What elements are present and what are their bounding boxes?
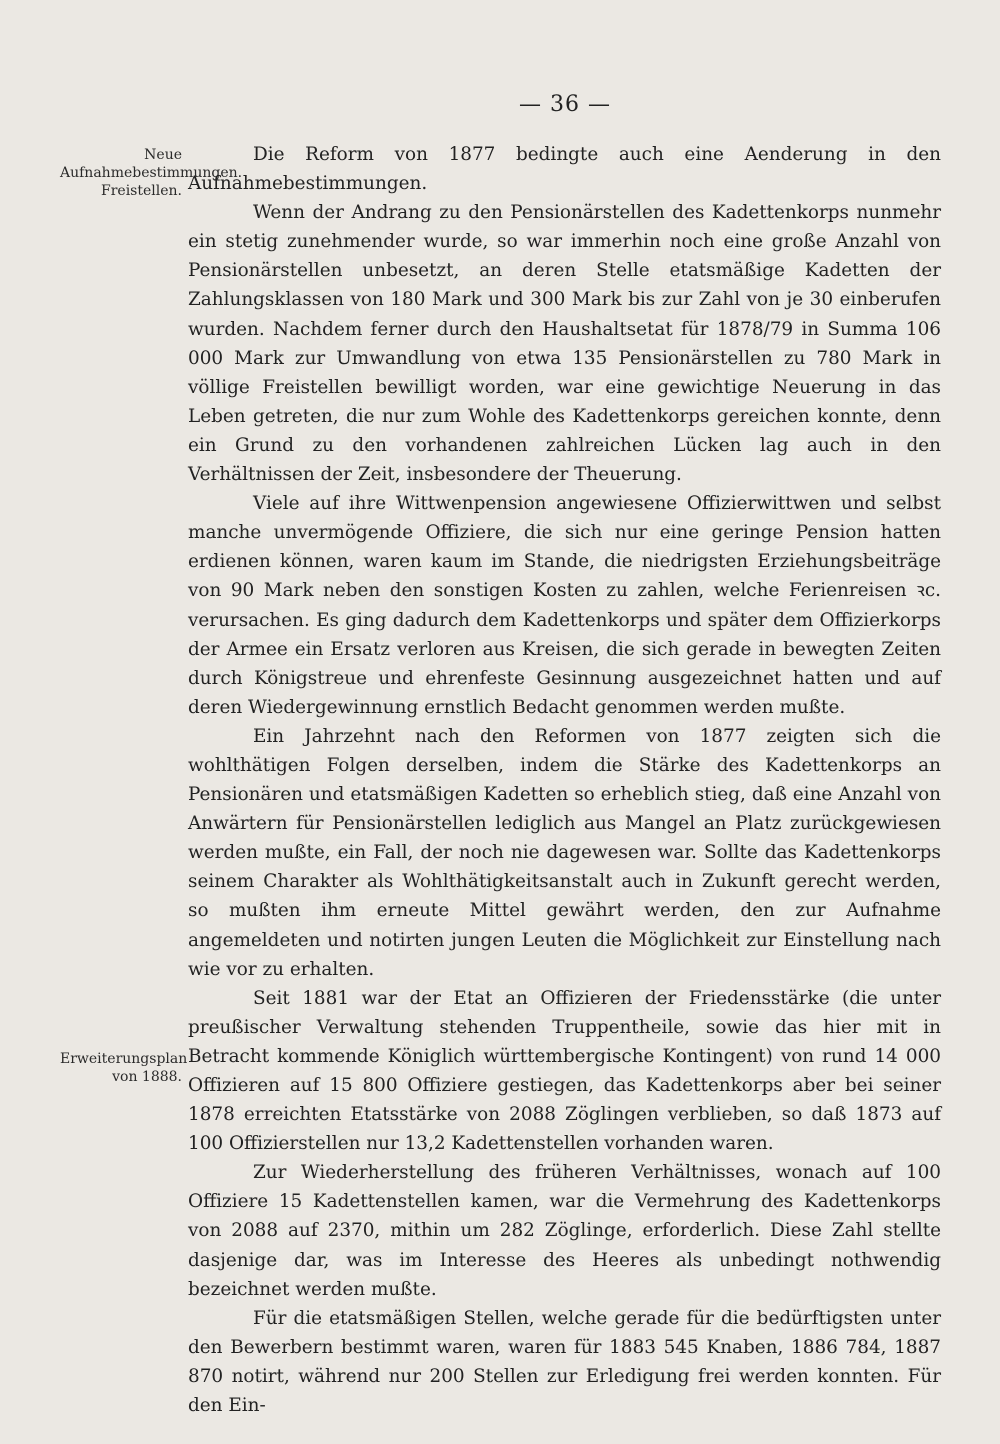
paragraph: Ein Jahrzehnt nach den Reformen von 1877 zeigten sich die wohlthätigen Folgen derselben, indem die Stärke des Kadettenkorps an Pensionären und etatsmäßigen Kadetten so erheblich stieg, daß eine Anzahl von Anwärtern für Pensionärstellen lediglich aus Mangel an Platz zurückgewiesen werden mußte, ein Fall, der noch nie dagewesen war. Sollte das Kadettenkorps seinem Charakter als Wohlthätigkeitsanstalt auch in Zukunft gerecht werden, so mußten ihm erneute Mittel gewährt werden, den zur Aufnahme angemeldeten und notirten jungen Leuten die Möglichkeit zur Einstellung nach wie vor zu erhalten. [188, 725, 941, 980]
paragraph: Die Reform von 1877 bedingte auch eine Aenderung in den Aufnahmebestimmungen. [188, 144, 941, 195]
paragraph: Wenn der Andrang zu den Pensionärstellen des Kadettenkorps nunmehr ein stetig zunehmender wurde, so war immerhin noch eine große Anzahl von Pensionärstellen unbesetzt, an deren Stelle etatsmäßige Kadetten der Zahlungsklassen von 180 Mark und 300 Mark bis zur Zahl von je 30 einberufen wurden. Nachdem ferner durch den Haushaltsetat für 1878/79 in Summa 106 000 Mark zur Umwandlung von etwa 135 Pensionärstellen zu 780 Mark in völlige Freistellen bewilligt worden, war eine gewichtige Neuerung in das Leben getreten, die nur zum Wohle des Kadettenkorps gereichen konnte, denn ein Grund zu den vorhandenen zahlreichen Lücken lag auch in den Verhältnissen der Zeit, insbesondere der Theuerung. [188, 202, 941, 486]
paragraph: Seit 1881 war der Etat an Offizieren der Friedensstärke (die unter preußischer Verwaltung stehenden Truppentheile, sowie das hier mit in Betracht kommende Königlich württembergische Kontingent) von rund 14 000 Offizieren auf 15 800 Offiziere gestiegen, das Kadettenkorps aber bei seiner 1878 erreichten Etatsstärke von 2088 Zöglingen verblieben, so daß 1873 auf 100 Offizierstellen nur 13,2 Kadettenstellen vorhanden waren. [188, 987, 941, 1155]
paragraph: Zur Wiederherstellung des früheren Verhältnisses, wonach auf 100 Offiziere 15 Kadettenstellen kamen, war die Vermehrung des Kadettenkorps von 2088 auf 2370, mithin um 282 Zöglinge, erforderlich. Diese Zahl stellte dasjenige dar, was im Interesse des Heeres als unbedingt nothwendig bezeichnet werden mußte. [188, 1162, 941, 1300]
body-text [188, 140, 941, 1420]
page-number: — 36 — [519, 92, 611, 117]
margin-note-aufnahmebestimmungen: Neue Aufnahmebestimmungen. Freistellen. [60, 147, 243, 199]
paragraph: Viele auf ihre Wittwenpension angewiesene Offizierwittwen und selbst manche unvermögende Offiziere, die sich nur eine geringe Pension hatten erdienen können, waren kaum im Stande, die niedrigsten Erziehungsbeiträge von 90 Mark neben den sonstigen Kosten zu zahlen, welche Ferienreisen ꝛc. verursachen. Es ging dadurch dem Kadettenkorps und später dem Offizierkorps der Armee ein Ersatz verloren aus Kreisen, die sich gerade in bewegten Zeiten durch Königstreue und ehrenfeste Gesinnung ausgezeichnet hatten und auf deren Wiedergewinnung ernstlich Bedacht genommen werden mußte. [188, 493, 941, 718]
margin-note-erweiterungsplan: Erweiterungsplan von 1888. [60, 1051, 188, 1085]
paragraph: Für die etatsmäßigen Stellen, welche gerade für die bedürftigsten unter den Bewerbern bestimmt waren, waren für 1883 545 Knaben, 1886 784, 1887 870 notirt, während nur 200 Stellen zur Erledigung frei werden konnten. Für den Ein- [188, 1307, 941, 1417]
